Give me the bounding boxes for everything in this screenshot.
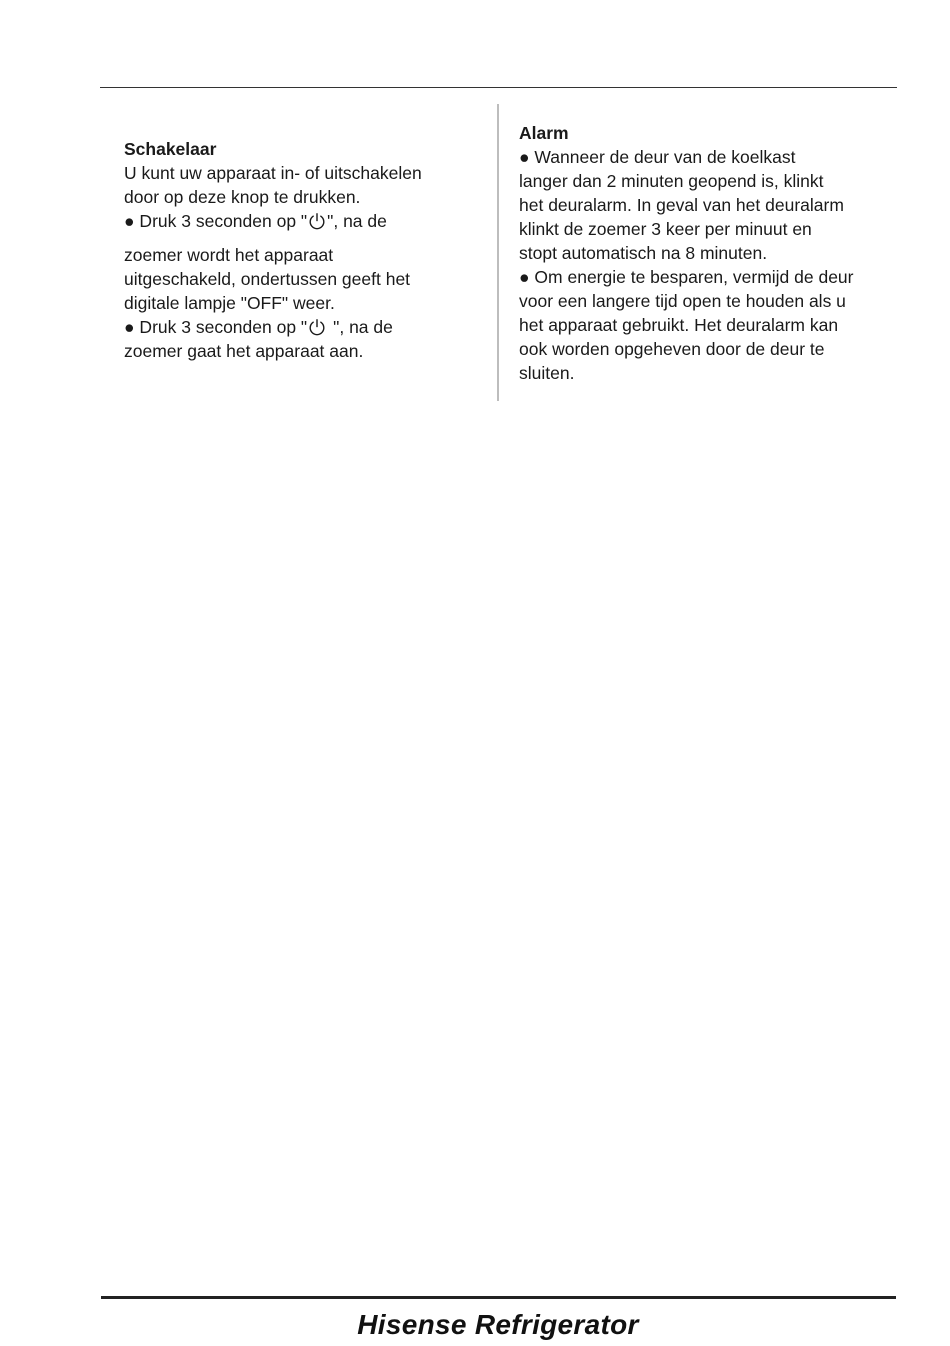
switch-heading: Schakelaar — [124, 139, 217, 159]
switch-text-line-1: U kunt uw apparaat in- of uitschakelen — [124, 163, 422, 183]
alarm-text-line-4: klinkt de zoemer 3 keer per minuut en — [519, 219, 812, 239]
alarm-text-line-6: ● Om energie te besparen, vermijd de deur — [519, 267, 854, 287]
switch-bullet-off-line-2: zoemer wordt het apparaat — [124, 245, 334, 265]
power-icon — [308, 212, 326, 230]
switch-bullet-off-line-4: digitale lampje "OFF" weer. — [124, 293, 335, 313]
switch-bullet-on — [124, 315, 484, 339]
alarm-text-line-3: het deuralarm. In geval van het deuralarm — [519, 195, 844, 215]
alarm-text-line-8: het apparaat gebruikt. Het deuralarm kan — [519, 315, 839, 335]
footer-rule — [101, 1296, 896, 1299]
header-rule — [100, 87, 897, 88]
switch-bullet-on-line-2: zoemer gaat het apparaat aan. — [124, 341, 364, 361]
column-divider — [497, 104, 499, 401]
alarm-text-line-5: stopt automatisch na 8 minuten. — [519, 243, 768, 263]
alarm-text-line-7: voor een langere tijd open te houden als u — [519, 291, 846, 311]
switch-section — [124, 137, 484, 363]
alarm-text-line-2: langer dan 2 minuten geopend is, klinkt — [519, 171, 824, 191]
bullet-on-prefix: ● Druk 3 seconden op " — [124, 317, 308, 337]
bullet-on-suffix: ", na de — [333, 317, 393, 337]
switch-bullet-off-line-3: uitgeschakeld, ondertussen geeft het — [124, 269, 411, 289]
spacer — [124, 233, 484, 243]
alarm-text-line-10: sluiten. — [519, 363, 575, 383]
brand-footer: Hisense Refrigerator — [357, 1309, 639, 1340]
switch-text-line-2: door op deze knop te drukken. — [124, 187, 361, 207]
alarm-text-line-9: ook worden opgeheven door de deur te — [519, 339, 825, 359]
alarm-section — [519, 121, 894, 385]
power-icon — [308, 318, 326, 336]
switch-bullet-off — [124, 209, 484, 233]
bullet-off-prefix: ● Druk 3 seconden op " — [124, 211, 308, 231]
bullet-off-suffix: ", na de — [327, 211, 387, 231]
alarm-text-line-1: ● Wanneer de deur van de koelkast — [519, 147, 796, 167]
alarm-heading: Alarm — [519, 123, 569, 143]
